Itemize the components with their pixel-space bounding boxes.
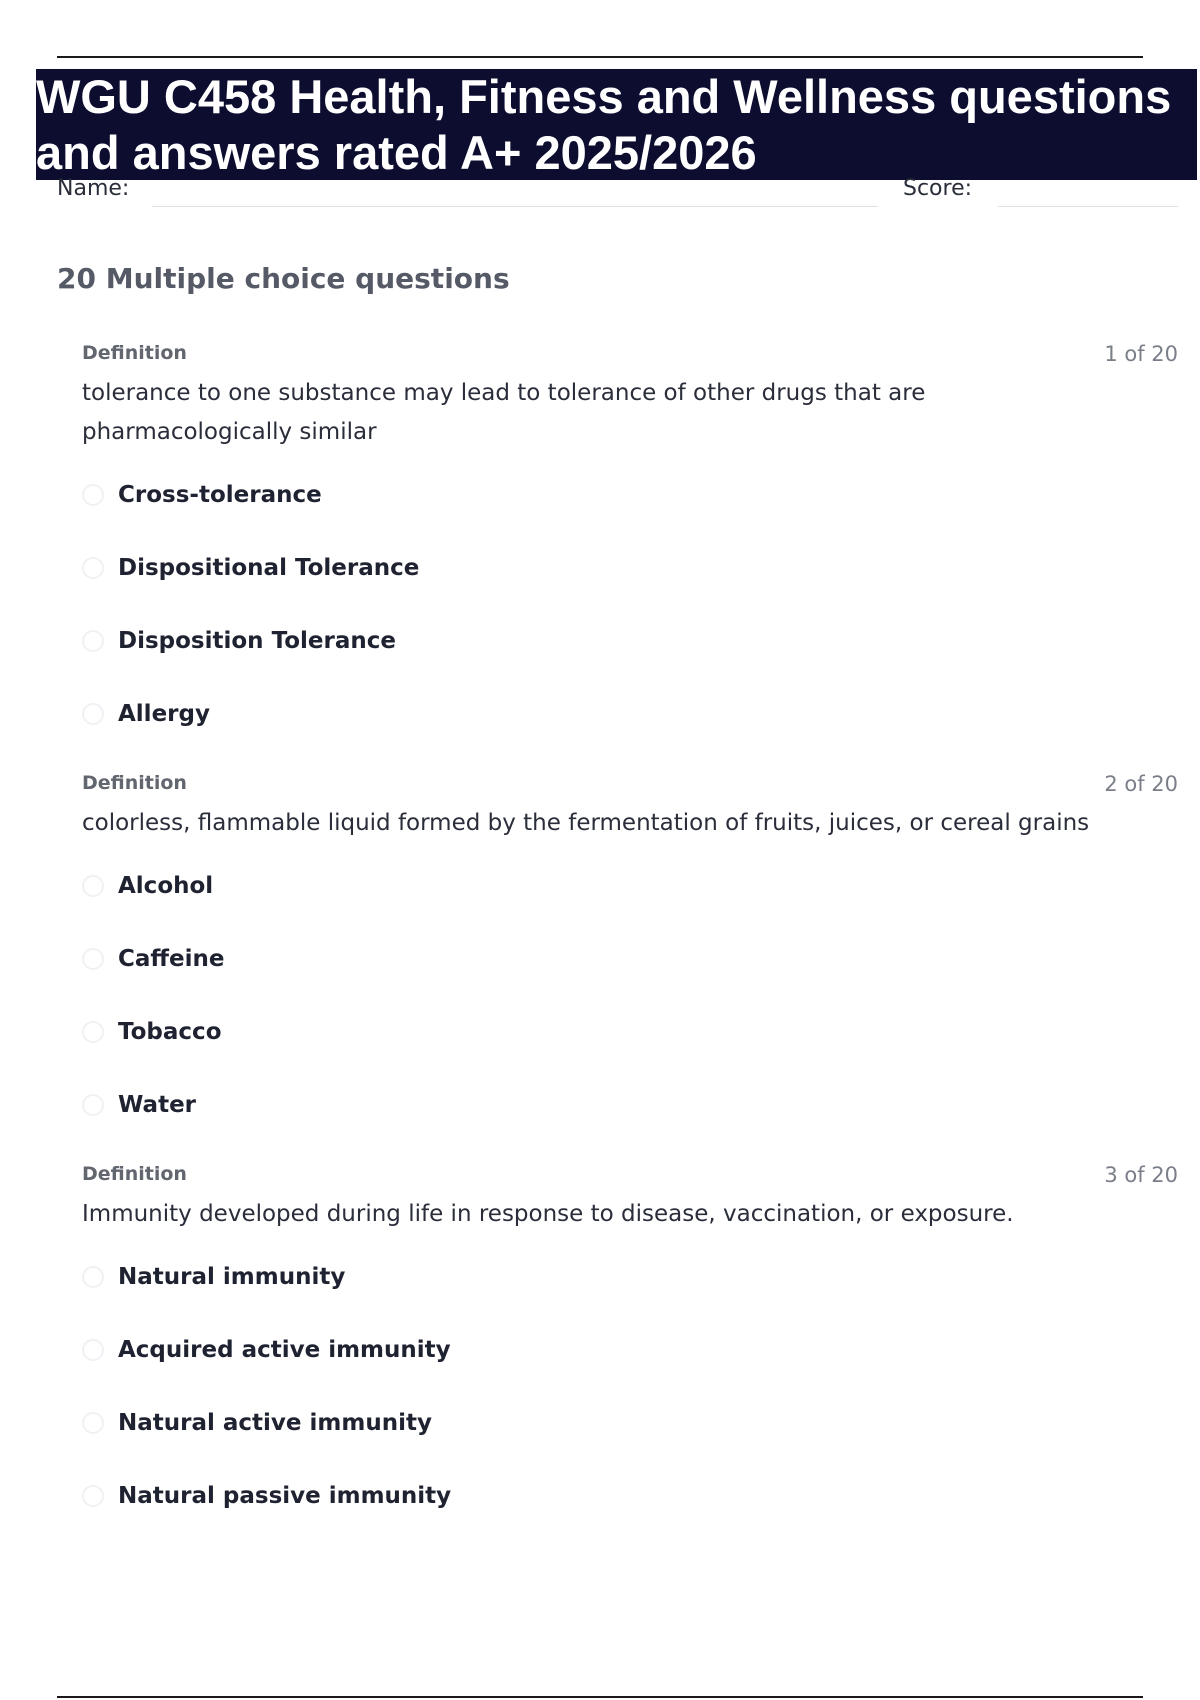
question-text: colorless, flammable liquid formed by the fermentation of fruits, juices, or cereal grains bbox=[82, 810, 1090, 836]
answer-option-label: Natural passive immunity bbox=[118, 1483, 452, 1509]
answer-option-label: Water bbox=[118, 1092, 197, 1118]
question-counter: 1 of 20 bbox=[1104, 342, 1178, 366]
question-card bbox=[0, 342, 1200, 732]
answer-option-label: Cross-tolerance bbox=[118, 482, 322, 508]
answer-option[interactable] bbox=[82, 548, 419, 588]
answer-option[interactable] bbox=[82, 1476, 451, 1516]
section-heading: 20 Multiple choice questions bbox=[57, 262, 510, 295]
answer-option-label: Natural active immunity bbox=[118, 1410, 432, 1436]
question-text: tolerance to one substance may lead to tolerance of other drugs that are pharmacologically similar bbox=[82, 380, 926, 445]
radio-button-icon[interactable] bbox=[82, 1412, 104, 1434]
answer-option[interactable] bbox=[82, 1257, 345, 1297]
radio-button-icon[interactable] bbox=[82, 703, 104, 725]
answer-option[interactable] bbox=[82, 1085, 196, 1125]
radio-button-icon[interactable] bbox=[82, 630, 104, 652]
name-field[interactable] bbox=[152, 206, 878, 207]
name-label: Name: bbox=[57, 176, 130, 201]
bottom-divider bbox=[57, 1696, 1143, 1698]
question-card bbox=[0, 772, 1200, 1122]
question-label: Definition bbox=[82, 342, 187, 364]
answer-option-label: Natural immunity bbox=[118, 1264, 346, 1290]
radio-button-icon[interactable] bbox=[82, 948, 104, 970]
question-text: Immunity developed during life in response to disease, vaccination, or exposure. bbox=[82, 1201, 1014, 1227]
question-label: Definition bbox=[82, 772, 187, 794]
top-divider bbox=[57, 56, 1143, 58]
radio-button-icon[interactable] bbox=[82, 1339, 104, 1361]
question-card bbox=[0, 1163, 1200, 1513]
answer-option-label: Tobacco bbox=[118, 1019, 222, 1045]
answer-option[interactable] bbox=[82, 1330, 451, 1370]
answer-option[interactable] bbox=[82, 621, 396, 661]
radio-button-icon[interactable] bbox=[82, 557, 104, 579]
answer-option-label: Disposition Tolerance bbox=[118, 628, 396, 654]
answer-option-label: Acquired active immunity bbox=[118, 1337, 451, 1363]
score-label: Score: bbox=[903, 176, 973, 201]
answer-option-label: Allergy bbox=[118, 701, 210, 727]
answer-option-label: Dispositional Tolerance bbox=[118, 555, 420, 581]
question-counter: 2 of 20 bbox=[1104, 772, 1178, 796]
score-field[interactable] bbox=[998, 206, 1178, 207]
question-label: Definition bbox=[82, 1163, 187, 1185]
answer-option-label: Caffeine bbox=[118, 946, 225, 972]
radio-button-icon[interactable] bbox=[82, 1094, 104, 1116]
answer-option[interactable] bbox=[82, 866, 213, 906]
answer-option[interactable] bbox=[82, 1012, 222, 1052]
radio-button-icon[interactable] bbox=[82, 1485, 104, 1507]
document-title: WGU C458 Health, Fitness and Wellness questions and answers rated A+ 2025/2026 bbox=[36, 70, 1172, 179]
answer-option[interactable] bbox=[82, 939, 225, 979]
answer-option[interactable] bbox=[82, 475, 322, 515]
radio-button-icon[interactable] bbox=[82, 1266, 104, 1288]
radio-button-icon[interactable] bbox=[82, 484, 104, 506]
question-counter: 3 of 20 bbox=[1104, 1163, 1178, 1187]
radio-button-icon[interactable] bbox=[82, 1021, 104, 1043]
radio-button-icon[interactable] bbox=[82, 875, 104, 897]
answer-option[interactable] bbox=[82, 694, 210, 734]
answer-option-label: Alcohol bbox=[118, 873, 214, 899]
answer-option[interactable] bbox=[82, 1403, 432, 1443]
